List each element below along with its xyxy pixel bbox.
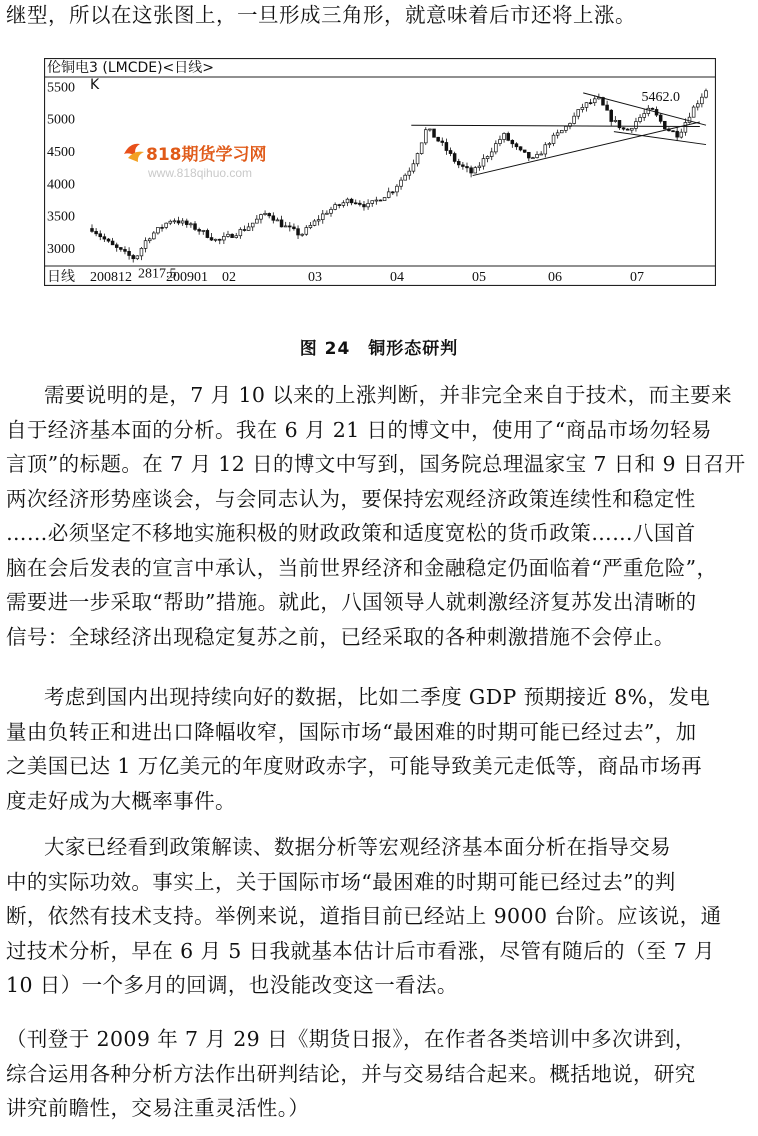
- candle-body: [692, 107, 695, 117]
- high-price-label: 5462.0: [641, 89, 681, 105]
- candle-body: [429, 129, 432, 130]
- figure-number: 图 24: [299, 339, 351, 359]
- copper-chart: [44, 58, 716, 286]
- candle-body: [412, 164, 415, 171]
- candle-body: [387, 192, 390, 198]
- candle-body: [614, 120, 617, 121]
- candle-body: [255, 219, 258, 223]
- candle-body: [507, 133, 510, 140]
- candle-body: [99, 234, 102, 237]
- candle-body: [544, 145, 547, 154]
- watermark-url: www.818qihuo.com: [148, 166, 253, 180]
- candle-body: [499, 140, 502, 144]
- candle-body: [198, 229, 201, 231]
- candle-body: [453, 154, 456, 162]
- paragraph-line: 综合运用各种分析方法作出研判结论，并与交易结合起来。概括地说，研究: [6, 1061, 696, 1086]
- candle-body: [552, 135, 555, 143]
- candle-body: [239, 229, 242, 235]
- continued-text-line: 继型，所以在这张图上，一旦形成三角形，就意味着后市还将上涨。: [6, 3, 636, 27]
- candle-body: [107, 239, 110, 241]
- candle-body: [251, 223, 254, 227]
- candle-body: [243, 229, 246, 230]
- candle-body: [231, 234, 234, 237]
- candle-body: [222, 236, 225, 240]
- candle-body: [177, 221, 180, 223]
- x-tick-label: 200901: [166, 270, 208, 285]
- candle-body: [684, 123, 687, 133]
- candle-body: [688, 117, 691, 122]
- figure-caption: [0, 334, 758, 359]
- y-tick-label: 5000: [47, 112, 75, 128]
- candle-body: [424, 130, 427, 143]
- paragraph-line: 过技术分析，早在 6 月 5 日我就基本估计后市看涨，尽管有随后的（至 7 月: [6, 938, 715, 963]
- candle-body: [103, 237, 106, 239]
- paragraph-line: 信号：全球经济出现稳定复苏之前，已经采取的各种刺激措施不会停止。: [6, 624, 675, 649]
- candle-body: [124, 249, 127, 251]
- x-tick-label: 200812: [90, 270, 132, 285]
- candle-body: [375, 200, 378, 201]
- candle-body: [111, 241, 114, 245]
- candle-body: [293, 227, 296, 229]
- paragraph-line: 脑在会后发表的宣言中承认，当前世界经济和金融稳定仍面临着“严重危险”，: [6, 555, 718, 580]
- candle-body: [144, 241, 147, 249]
- candle-body: [338, 205, 341, 206]
- y-tick-label: 3000: [47, 241, 75, 257]
- candle-body: [630, 128, 633, 130]
- candle-body: [391, 192, 394, 193]
- candle-body: [663, 121, 666, 129]
- paragraph-line: 讲究前瞻性，交易注重灵活性。）: [6, 1096, 310, 1120]
- candle-body: [157, 227, 160, 233]
- candle-body: [416, 154, 419, 164]
- candle-body: [651, 108, 654, 109]
- candle-body: [560, 130, 563, 132]
- paragraph-line: 之美国已达 1 万亿美元的年度财政赤字，可能导致美元走低等，商品市场再: [6, 754, 703, 778]
- paragraph-line: 断，依然有技术支持。举例来说，道指目前已经站上 9000 台阶。应该说，通: [6, 904, 722, 928]
- candle-body: [643, 114, 646, 118]
- watermark-text: 818期货学习网: [146, 145, 267, 165]
- paragraph-line: （刊登于 2009 年 7 月 29 日《期货日报》，在作者各类培训中多次讲到，: [6, 1027, 696, 1051]
- paragraph-line: 需要进一步采取“帮助”措施。就此，八国领导人就刺激经济复苏发出清晰的: [6, 590, 697, 614]
- paragraph-1: [0, 378, 758, 654]
- x-tick-label: 05: [472, 270, 486, 285]
- chart-title: 伦铜电3 (LMCDE)<日线>: [47, 60, 215, 76]
- candle-body: [573, 116, 576, 123]
- candle-body: [540, 154, 543, 155]
- paragraph-4: [0, 1022, 758, 1126]
- candle-body: [309, 225, 312, 227]
- candle-body: [523, 150, 526, 152]
- candle-body: [227, 234, 230, 236]
- candle-body: [610, 110, 613, 121]
- candle-body: [383, 197, 386, 200]
- candle-body: [515, 144, 518, 147]
- candle-body: [593, 99, 596, 103]
- x-tick-label: 06: [548, 270, 562, 285]
- x-tick-label: 02: [222, 270, 236, 285]
- candle-body: [214, 239, 217, 240]
- candle-body: [91, 228, 94, 231]
- candle-body: [676, 131, 679, 137]
- candle-body: [647, 108, 650, 113]
- candle-body: [437, 137, 440, 141]
- paragraph-line: 大家已经看到政策解读、数据分析等宏观经济基本面分析在指导交易: [44, 835, 671, 859]
- candle-body: [449, 150, 452, 153]
- candle-body: [342, 203, 345, 206]
- candle-body: [486, 156, 489, 158]
- candle-body: [404, 175, 407, 180]
- paragraph-line: 10 日）一个多月的回调，也没能改变这一看法。: [6, 973, 458, 997]
- candle-body: [358, 203, 361, 204]
- candle-body: [235, 236, 238, 238]
- candle-body: [247, 227, 250, 231]
- candle-body: [95, 231, 98, 233]
- candle-body: [194, 224, 197, 230]
- candle-body: [478, 166, 481, 168]
- y-tick-label: 3500: [47, 209, 75, 225]
- candle-body: [210, 238, 213, 240]
- paragraph-2: [0, 680, 758, 818]
- paragraph-line: 自于经济基本面的分析。我在 6 月 21 日的博文中，使用了“商品市场勿轻易: [6, 417, 712, 442]
- candle-body: [119, 248, 122, 250]
- candle-body: [206, 230, 209, 237]
- x-tick-label: 07: [630, 270, 644, 285]
- paragraph-line: 两次经济形势座谈会，与会同志认为，要保持宏观经济政策连续性和稳定性: [6, 486, 696, 511]
- candle-body: [519, 147, 522, 150]
- candle-body: [317, 220, 320, 221]
- candle-body: [433, 129, 436, 137]
- candle-body: [152, 233, 155, 239]
- y-tick-label: 4000: [47, 177, 75, 193]
- candle-body: [128, 251, 131, 255]
- candle-body: [396, 186, 399, 192]
- candle-body: [148, 239, 151, 241]
- candle-body: [622, 128, 625, 129]
- candle-body: [445, 142, 448, 150]
- candle-body: [482, 159, 485, 166]
- candle-body: [280, 220, 283, 227]
- candle-body: [161, 227, 164, 228]
- candle-body: [330, 209, 333, 213]
- candle-body: [581, 107, 584, 109]
- paragraph-line: 中的实际功效。事实上，关于国际市场“最困难的时期可能已经过去”的判: [6, 869, 676, 894]
- candle-body: [132, 255, 135, 258]
- candle-body: [325, 213, 328, 214]
- candle-body: [276, 220, 279, 221]
- candle-body: [626, 129, 629, 130]
- candle-body: [589, 103, 592, 104]
- paragraph-line: ……必须坚定不移地实施积极的财政政策和适度宽松的货币政策……八国首: [6, 521, 696, 545]
- candle-body: [659, 115, 662, 121]
- candle-body: [334, 205, 337, 210]
- candle-body: [606, 105, 609, 110]
- candle-body: [297, 229, 300, 235]
- candle-body: [288, 226, 291, 227]
- candle-body: [189, 224, 192, 225]
- candle-body: [363, 204, 366, 206]
- candle-body: [400, 180, 403, 186]
- candle-body: [420, 143, 423, 154]
- low-price-label: 2817.5: [138, 266, 177, 282]
- candle-body: [350, 199, 353, 203]
- y-tick-label: 5500: [47, 80, 75, 96]
- chart-svg: [44, 58, 716, 286]
- candle-body: [165, 223, 168, 227]
- candle-body: [181, 221, 184, 223]
- candle-body: [527, 152, 530, 158]
- candle-body: [532, 158, 535, 159]
- candle-body: [618, 120, 621, 127]
- candle-body: [585, 103, 588, 108]
- paragraph-line: 量由负转正和进出口降幅收窄，国际市场“最困难的时期可能已经过去”，加: [6, 719, 697, 744]
- candle-body: [202, 230, 205, 231]
- candle-body: [185, 221, 188, 225]
- candle-body: [564, 126, 567, 130]
- x-axis-prefix: 日线: [47, 269, 75, 285]
- paragraph-line: 考虑到国内出现持续向好的数据，比如二季度 GDP 预期接近 8%，发电: [44, 685, 711, 709]
- paragraph-line: 度走好成为大概率事件。: [6, 788, 236, 813]
- x-tick-label: 03: [308, 270, 322, 285]
- paragraph-line: 言顶”的标题。在 7 月 12 日的博文中写到，国务院总理温家宝 7 日和 9 日召开: [6, 452, 746, 476]
- candle-body: [301, 234, 304, 235]
- candle-body: [284, 226, 287, 227]
- paragraph-3: [0, 830, 758, 1003]
- candle-body: [218, 239, 221, 240]
- candle-body: [494, 144, 497, 152]
- candle-body: [536, 154, 539, 157]
- candle-body: [264, 213, 267, 214]
- candle-body: [313, 221, 316, 225]
- candle-body: [461, 165, 464, 167]
- candle-body: [511, 140, 514, 143]
- candle-body: [169, 221, 172, 223]
- candle-body: [490, 152, 493, 157]
- candle-body: [680, 132, 683, 137]
- paragraph-line: 需要说明的是，7 月 10 以来的上涨判断，并非完全来自于技术，而主要来: [44, 383, 733, 407]
- x-tick-label: 04: [390, 270, 404, 285]
- candle-body: [354, 203, 357, 204]
- candle-body: [321, 214, 324, 220]
- y-tick-label: 4500: [47, 145, 75, 161]
- candle-body: [379, 200, 382, 201]
- candle-body: [503, 133, 506, 139]
- candle-body: [457, 161, 460, 164]
- candle-body: [639, 117, 642, 121]
- candle-body: [696, 104, 699, 107]
- candle-body: [115, 245, 118, 248]
- figure-caption-text: 铜形态研判: [368, 339, 459, 359]
- candle-body: [268, 213, 271, 215]
- candle-body: [140, 248, 143, 255]
- candle-body: [367, 203, 370, 206]
- chart-frame: [45, 59, 716, 286]
- candle-body: [474, 168, 477, 173]
- candle-body: [700, 97, 703, 104]
- candle-body: [346, 199, 349, 203]
- candle-body: [556, 133, 559, 135]
- candle-body: [672, 131, 675, 132]
- candle-body: [136, 256, 139, 259]
- candle-body: [272, 216, 275, 220]
- candle-body: [173, 221, 176, 222]
- candle-body: [305, 228, 308, 235]
- candle-body: [441, 141, 444, 142]
- candle-body: [577, 110, 580, 117]
- candle-body: [408, 171, 411, 175]
- candle-body: [548, 144, 551, 145]
- candle-body: [371, 201, 374, 204]
- candle-body: [470, 168, 473, 173]
- candle-body: [260, 215, 263, 220]
- chart-corner-label: K: [90, 77, 100, 93]
- candle-body: [635, 122, 638, 129]
- candle-body: [705, 91, 708, 97]
- candle-body: [466, 166, 469, 167]
